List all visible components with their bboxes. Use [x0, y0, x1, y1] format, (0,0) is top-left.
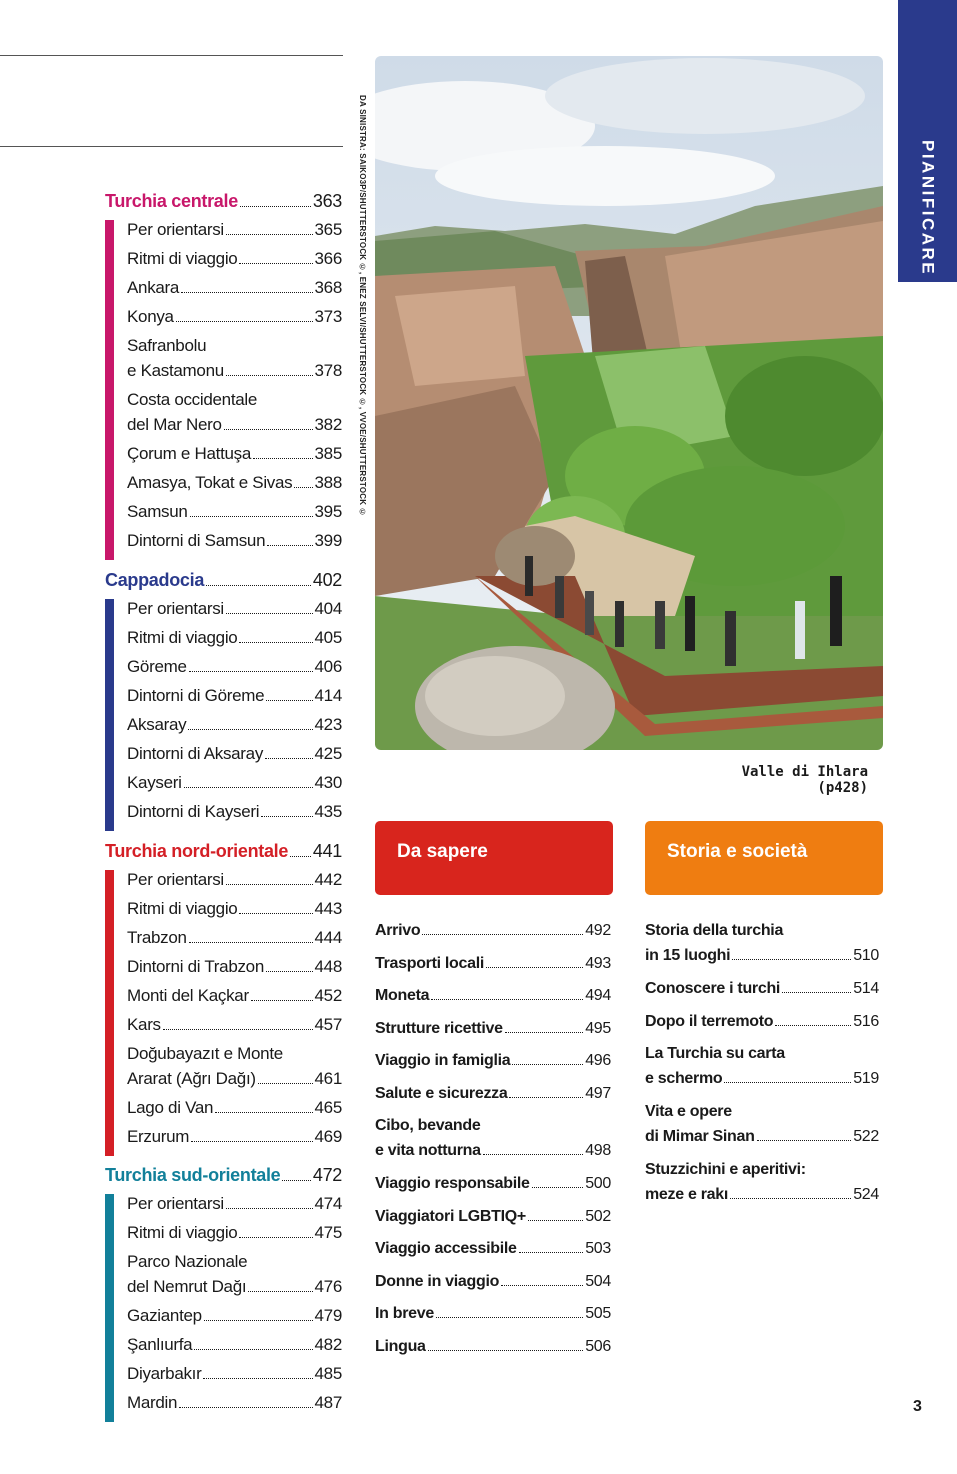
page-ref: 482: [314, 1335, 342, 1354]
toc-entry[interactable]: [127, 307, 342, 336]
dot-leader: [189, 671, 313, 672]
entry-name: Viaggio accessibile: [375, 1240, 517, 1257]
dot-leader: [179, 1407, 312, 1408]
dot-leader: [512, 1064, 583, 1065]
page-ref: 430: [314, 773, 342, 792]
entry-name: Kayseri: [127, 773, 182, 792]
color-bar: [105, 870, 114, 1156]
entry-name: Per orientarsi: [127, 870, 224, 889]
page-ref: 444: [314, 928, 342, 947]
toc-entry[interactable]: [375, 1052, 611, 1085]
entry-name: Per orientarsi: [127, 220, 224, 239]
toc-entry[interactable]: [127, 444, 342, 473]
page-ref: 502: [585, 1207, 611, 1225]
dot-leader: [509, 1097, 583, 1098]
entry-name: Dintorni di Trabzon: [127, 957, 264, 976]
toc-entry[interactable]: [375, 1175, 611, 1208]
toc-entry[interactable]: [127, 1127, 342, 1156]
color-bar: [105, 1194, 114, 1422]
page-ref: 443: [314, 899, 342, 918]
entry-name: Moneta: [375, 987, 430, 1004]
dot-leader: [519, 1252, 584, 1253]
toc-entry[interactable]: [127, 1223, 342, 1252]
entry-name: e schermo: [645, 1070, 723, 1087]
entry-name: Trabzon: [127, 928, 187, 947]
page-ref: 406: [314, 657, 342, 676]
toc-entry[interactable]: [127, 1364, 342, 1393]
dot-leader: [431, 999, 583, 1000]
toc-entry[interactable]: [375, 922, 611, 955]
page-ref: 457: [314, 1015, 342, 1034]
dot-leader: [215, 1112, 312, 1113]
toc-entry[interactable]: [127, 249, 342, 278]
dot-leader: [181, 292, 312, 293]
dot-leader: [265, 758, 313, 759]
page-ref: 423: [314, 715, 342, 734]
entry-name: Trasporti locali: [375, 954, 485, 972]
toc-entry[interactable]: [375, 1085, 611, 1118]
page-ref: 479: [314, 1306, 342, 1325]
toc-entry[interactable]: [645, 980, 879, 1013]
toc-section-turchia-centrale: [105, 191, 342, 560]
toc-entry[interactable]: [645, 1045, 879, 1103]
toc-entry[interactable]: [375, 1117, 611, 1175]
entry-name: In breve: [375, 1305, 434, 1322]
color-bar: [105, 599, 114, 831]
entry-list: [105, 870, 342, 1156]
dot-leader: [226, 375, 313, 376]
entry-name: Kars: [127, 1015, 161, 1034]
page-ref: 405: [314, 628, 342, 647]
page-ref: 385: [314, 444, 342, 463]
toc-entry[interactable]: [127, 657, 342, 686]
entry-name: del Nemrut Dağı: [127, 1277, 247, 1296]
toc-entry[interactable]: [127, 628, 342, 657]
page-ref: 366: [314, 249, 342, 268]
dot-leader: [483, 1154, 583, 1155]
section-title-row[interactable]: [105, 1165, 342, 1194]
entry-name: Çorum e Hattuşa: [127, 444, 251, 463]
entry-name: Dopo il terremoto: [645, 1012, 774, 1030]
page-ref: 496: [585, 1052, 611, 1069]
entry-name: Salute e sicurezza: [375, 1084, 508, 1102]
entry-name: Amasya, Tokat e Sivas: [127, 473, 293, 492]
dot-leader: [163, 1029, 313, 1030]
dot-leader: [239, 913, 312, 914]
dot-leader: [226, 234, 313, 235]
page-ref: 448: [314, 957, 342, 976]
entry-list: [105, 220, 342, 560]
photo-credit: DA SINISTRA: SAIKO3P/SHUTTERSTOCK ©, ENEZ SELVI/SHUTTERSTOCK ©, VVOE/SHUTTERSTOCK ©: [358, 95, 367, 517]
page-ref: 524: [853, 1186, 879, 1203]
toc-section-turchia-nord-orientale: [105, 841, 342, 1156]
entry-list: [105, 599, 342, 831]
toc-entry[interactable]: [375, 1208, 611, 1241]
dot-leader: [782, 992, 851, 993]
toc-entry[interactable]: [127, 928, 342, 957]
page-ref: 472: [312, 1165, 342, 1185]
dot-leader: [486, 967, 583, 968]
dot-leader: [203, 1378, 312, 1379]
page-ref: 519: [853, 1070, 879, 1087]
toc-entry[interactable]: [127, 1335, 342, 1364]
entry-name: in 15 luoghi: [645, 947, 731, 964]
top-rule: [0, 55, 343, 56]
toc-entry[interactable]: [127, 473, 342, 502]
dot-leader: [528, 1220, 583, 1221]
dot-leader: [176, 321, 313, 322]
dot-leader: [428, 1350, 584, 1351]
toc-entry[interactable]: [375, 1338, 611, 1371]
dot-leader: [261, 816, 312, 817]
entry-name: Göreme: [127, 657, 187, 676]
page-ref: 494: [585, 987, 611, 1004]
entry-name: Dintorni di Kayseri: [127, 802, 260, 821]
entry-name: Mardin: [127, 1393, 178, 1412]
dot-leader: [253, 458, 313, 459]
entry-name: del Mar Nero: [127, 415, 222, 434]
toc-entry[interactable]: [127, 715, 342, 744]
entry-name: Ritmi di viaggio: [127, 249, 238, 268]
entry-name: Per orientarsi: [127, 599, 224, 618]
entry-name: Şanlıurfa: [127, 1335, 193, 1354]
page-ref: 452: [314, 986, 342, 1005]
page-ref: 399: [314, 531, 342, 550]
entry-name: Dintorni di Göreme: [127, 686, 265, 705]
storia-list: [645, 922, 879, 1219]
page-ref: 497: [585, 1084, 611, 1102]
toc-entry[interactable]: [127, 686, 342, 715]
entry-name: Monti del Kaçkar: [127, 986, 249, 1005]
page-ref: 510: [853, 947, 879, 964]
ihlara-valley-photo: [375, 56, 883, 750]
color-bar: [105, 220, 114, 560]
storia-title: Storia e società: [667, 841, 808, 862]
section-side-tab: [898, 0, 957, 282]
toc-entry[interactable]: [127, 1044, 342, 1098]
dot-leader: [505, 1032, 584, 1033]
section-title: Cappadocia: [105, 570, 205, 590]
toc-entry[interactable]: [127, 773, 342, 802]
toc-entry[interactable]: [645, 1161, 879, 1219]
entry-name-line1: Vita e opere: [645, 1103, 732, 1120]
dot-leader: [206, 585, 311, 586]
toc-entry[interactable]: [127, 599, 342, 628]
second-rule: [0, 146, 343, 147]
da-sapere-list: [375, 922, 611, 1370]
toc-entry[interactable]: [127, 531, 342, 560]
section-title: Turchia nord-orientale: [105, 841, 289, 861]
toc-section-turchia-sud-orientale: [105, 1165, 342, 1422]
page-ref: 504: [585, 1272, 611, 1290]
page-ref: 495: [585, 1019, 611, 1037]
da-sapere-title: Da sapere: [397, 841, 488, 862]
page-ref: 476: [314, 1277, 342, 1296]
toc-entry[interactable]: [127, 502, 342, 531]
dot-leader: [204, 1320, 313, 1321]
toc-entry[interactable]: [375, 1273, 611, 1306]
dot-leader: [730, 1198, 851, 1199]
page-ref: 498: [585, 1142, 611, 1159]
page-ref: 500: [585, 1175, 611, 1192]
entry-name: e vita notturna: [375, 1142, 481, 1159]
toc-entry[interactable]: [127, 278, 342, 307]
toc-entry[interactable]: [375, 1240, 611, 1273]
entry-name-line1: Parco Nazionale: [127, 1252, 248, 1271]
toc-entry[interactable]: [375, 987, 611, 1020]
dot-leader: [251, 1000, 313, 1001]
dot-leader: [267, 545, 312, 546]
page-ref: 465: [314, 1098, 342, 1117]
dot-leader: [501, 1285, 583, 1286]
dot-leader: [775, 1025, 851, 1026]
entry-name: Lingua: [375, 1337, 426, 1355]
page-ref: 435: [314, 802, 342, 821]
toc-entry[interactable]: [127, 1252, 342, 1306]
dot-leader: [184, 787, 313, 788]
entry-name: Erzurum: [127, 1127, 190, 1146]
entry-name: Ritmi di viaggio: [127, 1223, 238, 1242]
toc-section-cappadocia: [105, 570, 342, 831]
side-tab-label: PIANIFICARE: [918, 140, 938, 277]
photo-caption: Valle di Ihlara (p428): [741, 764, 868, 796]
section-title: Turchia sud-orientale: [105, 1165, 281, 1185]
dot-leader: [226, 613, 313, 614]
page-ref: 474: [314, 1194, 342, 1213]
entry-name-line1: Doğubayazıt e Monte: [127, 1044, 283, 1063]
page-ref: 505: [585, 1305, 611, 1322]
dot-leader: [239, 1237, 312, 1238]
toc-entry[interactable]: [645, 1013, 879, 1046]
entry-name-line1: Stuzzichini e aperitivi:: [645, 1161, 806, 1178]
page-ref: 522: [853, 1128, 879, 1145]
page-ref: 382: [314, 415, 342, 434]
entry-name: Viaggiatori LGBTIQ+: [375, 1207, 526, 1225]
entry-name-line1: La Turchia su carta: [645, 1045, 785, 1062]
toc-entry[interactable]: [127, 744, 342, 773]
page-ref: 487: [314, 1393, 342, 1412]
dot-leader: [240, 206, 311, 207]
toc-entry[interactable]: [127, 1306, 342, 1335]
entry-name: Strutture ricettive: [375, 1019, 503, 1037]
entry-name: Ararat (Ağrı Dağı): [127, 1069, 256, 1088]
page-ref: 492: [585, 922, 611, 939]
entry-name-line1: Costa occidentale: [127, 390, 258, 409]
page-ref: 388: [314, 473, 342, 492]
toc-entry[interactable]: [127, 1393, 342, 1422]
page-ref: 378: [314, 361, 342, 380]
dot-leader: [190, 516, 313, 517]
dot-leader: [732, 959, 851, 960]
toc-entry[interactable]: [127, 336, 342, 390]
page-ref: 365: [314, 220, 342, 239]
entry-name-line1: Storia della turchia: [645, 922, 784, 939]
page-ref: 475: [314, 1223, 342, 1242]
page-ref: 461: [314, 1069, 342, 1088]
dot-leader: [226, 884, 313, 885]
toc-entry[interactable]: [127, 1098, 342, 1127]
entry-name: Donne in viaggio: [375, 1272, 500, 1290]
page-ref: 404: [314, 599, 342, 618]
page-ref: 485: [314, 1364, 342, 1383]
entry-name: Diyarbakır: [127, 1364, 202, 1383]
entry-name: Lago di Van: [127, 1098, 214, 1117]
toc-entry[interactable]: [375, 1020, 611, 1053]
page-ref: 373: [314, 307, 342, 326]
entry-name: Per orientarsi: [127, 1194, 224, 1213]
entry-name: Konya: [127, 307, 174, 326]
page-ref: 514: [853, 980, 879, 997]
page-ref: 425: [314, 744, 342, 763]
section-title-row[interactable]: [105, 841, 342, 870]
entry-name: Ritmi di viaggio: [127, 628, 238, 647]
toc-entry[interactable]: [127, 1194, 342, 1223]
entry-name: Dintorni di Aksaray: [127, 744, 264, 763]
section-title-row[interactable]: [105, 191, 342, 220]
page-ref: 402: [312, 570, 342, 590]
entry-name: di Mimar Sinan: [645, 1128, 755, 1145]
toc-entry[interactable]: [127, 390, 342, 444]
section-title-row[interactable]: [105, 570, 342, 599]
dot-leader: [224, 429, 313, 430]
page-ref: 506: [585, 1337, 611, 1355]
entry-name-line1: Safranbolu: [127, 336, 207, 355]
entry-name: e Kastamonu: [127, 361, 224, 380]
entry-name: Dintorni di Samsun: [127, 531, 266, 550]
toc-entry[interactable]: [375, 1305, 611, 1338]
entry-name: Arrivo: [375, 922, 421, 939]
dot-leader: [191, 1141, 312, 1142]
page-ref: 493: [585, 954, 611, 972]
dot-leader: [757, 1140, 852, 1141]
entry-name: Aksaray: [127, 715, 187, 734]
section-title: Turchia centrale: [105, 191, 238, 211]
da-sapere-header: [375, 821, 613, 895]
dot-leader: [239, 263, 312, 264]
page-number: 3: [913, 1398, 922, 1415]
entry-name: Viaggio responsabile: [375, 1175, 530, 1192]
toc-entry[interactable]: [645, 922, 879, 980]
dot-leader: [248, 1291, 312, 1292]
dot-leader: [226, 1208, 313, 1209]
toc-entry[interactable]: [127, 1015, 342, 1044]
dot-leader: [258, 1083, 313, 1084]
toc-entry[interactable]: [127, 957, 342, 986]
dot-leader: [436, 1317, 583, 1318]
page-ref: 414: [314, 686, 342, 705]
page-ref: 469: [314, 1127, 342, 1146]
entry-name: Conoscere i turchi: [645, 980, 781, 997]
dot-leader: [266, 971, 313, 972]
page-ref: 442: [314, 870, 342, 889]
dot-leader: [422, 934, 583, 935]
page-ref: 441: [312, 841, 342, 861]
toc-entry[interactable]: [127, 802, 342, 831]
storia-header: [645, 821, 883, 895]
entry-name: Viaggio in famiglia: [375, 1052, 511, 1069]
entry-name: Ritmi di viaggio: [127, 899, 238, 918]
dot-leader: [189, 942, 313, 943]
dot-leader: [532, 1187, 584, 1188]
entry-name: Gaziantep: [127, 1306, 202, 1325]
dot-leader: [294, 487, 312, 488]
entry-list: [105, 1194, 342, 1422]
dot-leader: [290, 856, 311, 857]
entry-name-line1: Cibo, bevande: [375, 1117, 481, 1134]
entry-name: meze e rakı: [645, 1186, 728, 1203]
page-ref: 363: [312, 191, 342, 211]
toc-entry[interactable]: [127, 899, 342, 928]
dot-leader: [266, 700, 312, 701]
toc-entry[interactable]: [375, 955, 611, 988]
dot-leader: [724, 1082, 851, 1083]
page-ref: 516: [853, 1012, 879, 1030]
entry-name: Samsun: [127, 502, 188, 521]
dot-leader: [239, 642, 312, 643]
entry-name: Ankara: [127, 278, 180, 297]
toc-entry[interactable]: [127, 986, 342, 1015]
dot-leader: [194, 1349, 312, 1350]
dot-leader: [282, 1180, 310, 1181]
page-ref: 503: [585, 1240, 611, 1257]
toc-entry[interactable]: [645, 1103, 879, 1161]
dot-leader: [188, 729, 312, 730]
page-ref: 368: [314, 278, 342, 297]
page-ref: 395: [314, 502, 342, 521]
toc-entry[interactable]: [127, 870, 342, 899]
toc-entry[interactable]: [127, 220, 342, 249]
